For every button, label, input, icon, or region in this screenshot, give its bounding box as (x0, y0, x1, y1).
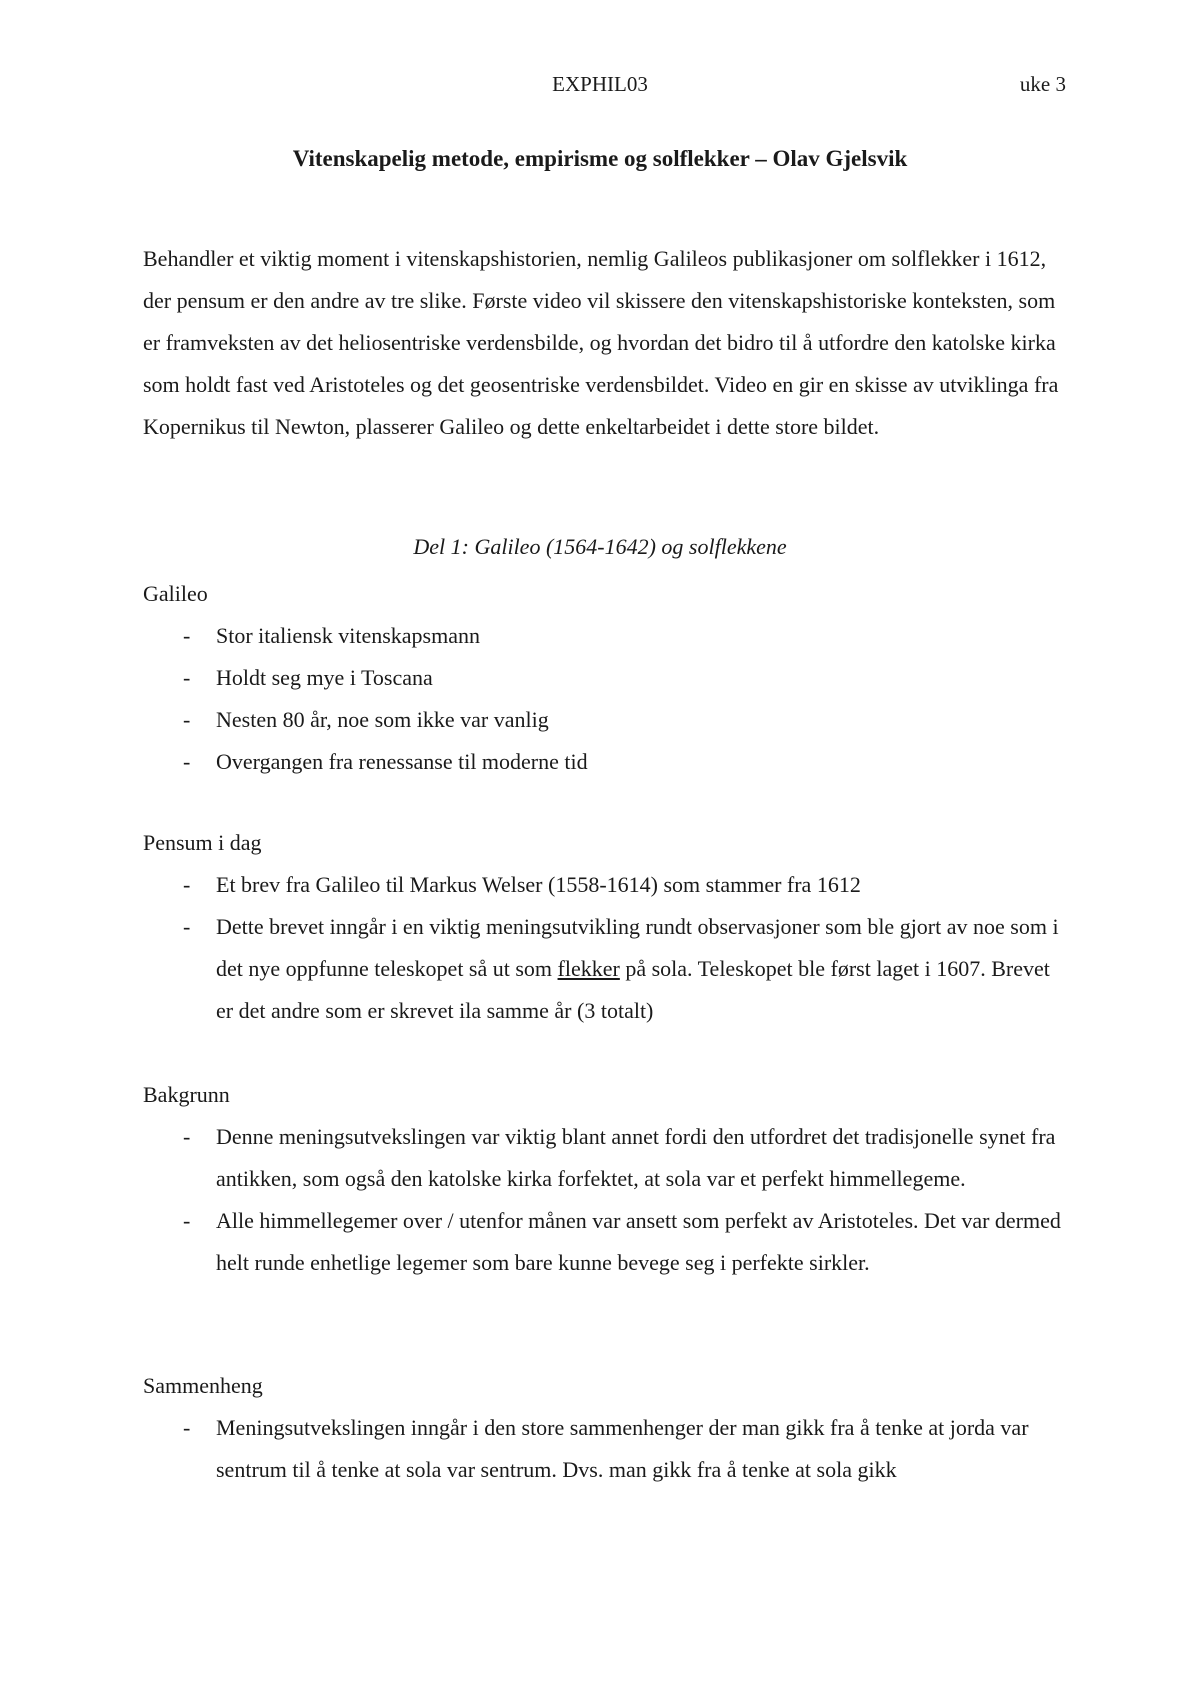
bullet-list (143, 1116, 1063, 1284)
list-item (143, 1116, 1063, 1200)
list-item-text: Overgangen fra renessanse til moderne tid (216, 749, 588, 774)
list-item (143, 864, 1063, 906)
bullet-dash: - (183, 707, 191, 732)
list-item (143, 906, 1063, 1032)
bullet-dash: - (183, 623, 191, 648)
bullet-dash: - (183, 1124, 191, 1149)
list-item-text: Meningsutvekslingen inngår i den store sammenhenger der man gikk fra å tenke at jorda var sentrum til å tenke at sola var sentrum. Dvs. man gikk fra å tenke at sola gikk (216, 1415, 1029, 1482)
section-sammenheng (143, 1365, 1063, 1491)
bullet-list (143, 864, 1063, 1032)
header-course-code: EXPHIL03 (552, 72, 648, 96)
bullet-list (143, 615, 1063, 783)
bullet-list (143, 1407, 1063, 1491)
document-title: Vitenskapelig metode, empirisme og solflekker – Olav Gjelsvik (292, 146, 908, 171)
list-item (143, 615, 1063, 657)
section-heading: Pensum i dag (143, 830, 262, 855)
list-item (143, 1407, 1063, 1491)
list-item-text: Nesten 80 år, noe som ikke var vanlig (216, 707, 549, 732)
section-galileo (143, 573, 1063, 783)
list-item-text: Holdt seg mye i Toscana (216, 665, 433, 690)
section-heading: Sammenheng (143, 1373, 263, 1398)
part-heading: Del 1: Galileo (1564-1642) og solflekkene (413, 534, 787, 559)
intro-paragraph: Behandler et viktig moment i vitenskapshistorien, nemlig Galileos publikasjoner om solflekker i 1612, der pensum er den andre av tre slike. Første video vil skissere den vitenskapshistoriske konteksten, som er framveksten av det heliosentriske verdensbilde, og hvordan det bidro til å utfordre den katolske kirka som holdt fast ved Aristoteles og det geosentriske verdensbildet. Video en gir en skisse av utviklinga fra Kopernikus til Newton, plasserer Galileo og dette enkeltarbeidet i dette store bildet. (143, 246, 1059, 439)
list-item-text: Alle himmellegemer over / utenfor månen var ansett som perfekt av Aristoteles. Det var dermed helt runde enhetlige legemer som bare kunne bevege seg i perfekte sirkler. (216, 1208, 1061, 1275)
list-item (143, 657, 1063, 699)
list-item-text: Et brev fra Galileo til Markus Welser (1558-1614) som stammer fra 1612 (216, 872, 861, 897)
bullet-dash: - (183, 1415, 191, 1440)
header-week: uke 3 (1019, 72, 1066, 96)
section-pensum (143, 822, 1063, 1032)
list-item-text: Denne meningsutvekslingen var viktig blant annet fordi den utfordret det tradisjonelle synet fra antikken, som også den katolske kirka forfektet, at sola var et perfekt himmellegeme. (216, 1124, 1056, 1191)
list-item-text: Stor italiensk vitenskapsmann (216, 623, 480, 648)
section-heading: Bakgrunn (143, 1082, 230, 1107)
bullet-dash: - (183, 914, 191, 939)
list-item-text-start: Dette brevet inngår i en viktig meningsutvikling rundt observasjoner som ble gjort av noe som i det nye oppfunne teleskopet så ut som (216, 914, 1059, 981)
list-item-text-end: på sola. Teleskopet ble først laget i 1607. Brevet er det andre som er skrevet ila samme år (3 totalt) (216, 956, 1050, 1023)
bullet-dash: - (183, 749, 191, 774)
section-bakgrunn (143, 1074, 1063, 1284)
underlined-word: flekker (557, 956, 620, 981)
bullet-dash: - (183, 665, 191, 690)
list-item (143, 699, 1063, 741)
list-item (143, 741, 1063, 783)
list-item (143, 1200, 1063, 1284)
bullet-dash: - (183, 1208, 191, 1233)
section-heading: Galileo (143, 581, 208, 606)
bullet-dash: - (183, 872, 191, 897)
